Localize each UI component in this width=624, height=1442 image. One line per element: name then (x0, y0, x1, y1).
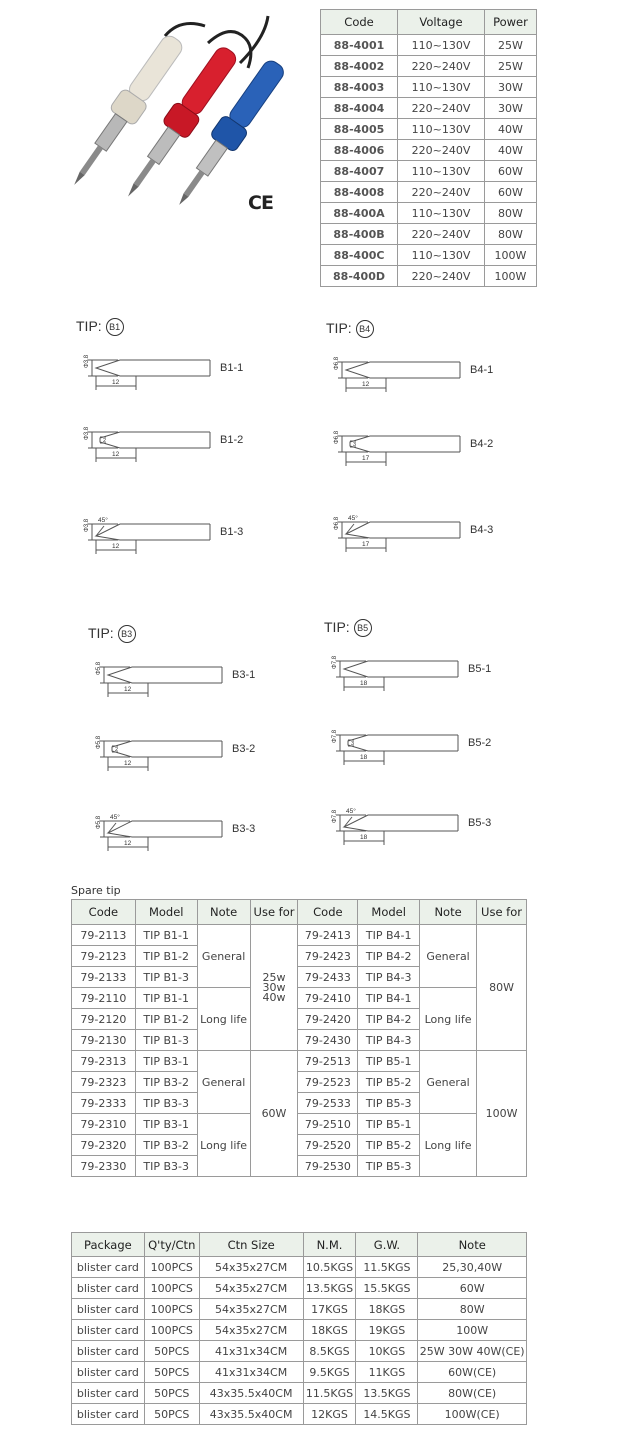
package-qty: 100PCS (144, 1257, 199, 1278)
spare-note: General (420, 1051, 477, 1114)
package-gw: 11KGS (356, 1362, 418, 1383)
tip-length-label: 12 (112, 379, 120, 386)
spare-code: 79-2410 (298, 988, 358, 1009)
tip-diameter-label: Φ6.8 (334, 430, 340, 444)
package-nm: 17KGS (303, 1299, 356, 1320)
spare-model: TIP B3-3 (135, 1156, 197, 1177)
model-code: 88-4003 (321, 77, 398, 98)
tip-diameter-label: Φ5.8 (96, 661, 102, 675)
model-voltage: 220~240V (398, 140, 485, 161)
package-row (72, 1278, 527, 1299)
spare-code: 79-2430 (298, 1030, 358, 1051)
tip-angle-label: 45° (110, 814, 120, 821)
tip-length-label: 12 (362, 381, 370, 388)
spare-model: TIP B1-1 (135, 925, 197, 946)
tip-drawing (82, 811, 232, 871)
model-power: 80W (484, 224, 536, 245)
model-code: 88-4002 (321, 56, 398, 77)
spare-note: General (197, 925, 250, 988)
tip-drawing (320, 352, 470, 412)
tip-diameter-label: Φ5.8 (96, 735, 102, 749)
tip-badge: B3 (118, 625, 136, 643)
spare-model: TIP B5-1 (358, 1051, 420, 1072)
model-code: 88-4004 (321, 98, 398, 119)
spare-header: Model (135, 900, 197, 925)
model-power: 40W (484, 140, 536, 161)
package-nm: 8.5KGS (303, 1341, 356, 1362)
package-qty: 50PCS (144, 1383, 199, 1404)
tip-length-label: 12 (112, 543, 120, 550)
tip-model-label: B1-1 (220, 362, 244, 374)
package-type: blister card (72, 1362, 145, 1383)
spare-model: TIP B4-1 (358, 925, 420, 946)
package-type: blister card (72, 1341, 145, 1362)
package-header: Note (418, 1233, 527, 1257)
tip-length-label: 17 (362, 541, 370, 548)
model-voltage: 220~240V (398, 224, 485, 245)
model-power: 30W (484, 98, 536, 119)
spare-code: 79-2310 (72, 1114, 136, 1135)
model-power: 100W (484, 245, 536, 266)
model-row (321, 266, 537, 287)
package-note: 100W(CE) (418, 1404, 527, 1425)
model-code: 88-4008 (321, 182, 398, 203)
tip-flat-label: 2 (115, 747, 119, 753)
model-power: 25W (484, 35, 536, 56)
spare-use-for: 80W (477, 925, 527, 1051)
package-ctn-size: 54x35x27CM (199, 1320, 303, 1341)
tip-drawing (318, 651, 468, 711)
spare-model: TIP B1-3 (135, 967, 197, 988)
spare-code: 79-2123 (72, 946, 136, 967)
package-header: Package (72, 1233, 145, 1257)
tip-title (324, 619, 372, 637)
spare-model: TIP B3-1 (135, 1051, 197, 1072)
spare-header: Use for (250, 900, 298, 925)
tip-angle-label: 45° (348, 515, 358, 522)
model-power: 25W (484, 56, 536, 77)
package-ctn-size: 54x35x27CM (199, 1299, 303, 1320)
spare-header: Code (72, 900, 136, 925)
tip-drawing (82, 657, 232, 717)
package-qty: 100PCS (144, 1278, 199, 1299)
spare-model: TIP B1-3 (135, 1030, 197, 1051)
tip-model-label: B5-2 (468, 737, 492, 749)
model-voltage: 220~240V (398, 98, 485, 119)
spare-code: 79-2330 (72, 1156, 136, 1177)
tip-angle-label: 45° (98, 517, 108, 524)
spare-model: TIP B4-3 (358, 1030, 420, 1051)
tip-diameter-label: Φ7.8 (332, 655, 338, 669)
package-row (72, 1383, 527, 1404)
package-qty: 50PCS (144, 1404, 199, 1425)
model-row (321, 245, 537, 266)
tip-drawing (70, 514, 220, 574)
tip-length-label: 12 (124, 840, 132, 847)
model-code: 88-4007 (321, 161, 398, 182)
tip-model-label: B4-1 (470, 364, 494, 376)
package-ctn-size: 41x31x34CM (199, 1341, 303, 1362)
spare-code: 79-2320 (72, 1135, 136, 1156)
package-gw: 13.5KGS (356, 1383, 418, 1404)
package-header: Q'ty/Ctn (144, 1233, 199, 1257)
spare-code: 79-2413 (298, 925, 358, 946)
model-voltage: 220~240V (398, 266, 485, 287)
tip-length-label: 17 (362, 455, 370, 462)
tip-title-text: TIP: (76, 318, 102, 334)
package-nm: 18KGS (303, 1320, 356, 1341)
spare-use-for: 60W (250, 1051, 298, 1177)
package-header: N.M. (303, 1233, 356, 1257)
spare-code: 79-2420 (298, 1009, 358, 1030)
model-row (321, 224, 537, 245)
spare-code: 79-2433 (298, 967, 358, 988)
package-qty: 100PCS (144, 1320, 199, 1341)
tip-diameter-label: Φ6.8 (334, 516, 340, 530)
spare-model: TIP B4-3 (358, 967, 420, 988)
spare-note: Long life (197, 1114, 250, 1177)
header-voltage: Voltage (398, 10, 485, 35)
spare-model: TIP B1-2 (135, 946, 197, 967)
tip-drawing (70, 422, 220, 482)
package-type: blister card (72, 1299, 145, 1320)
package-row (72, 1320, 527, 1341)
tip-title (326, 320, 374, 338)
spare-model: TIP B3-3 (135, 1093, 197, 1114)
tip-title-text: TIP: (88, 625, 114, 641)
tip-model-label: B1-3 (220, 526, 244, 538)
package-note: 25,30,40W (418, 1257, 527, 1278)
package-gw: 15.5KGS (356, 1278, 418, 1299)
model-row (321, 203, 537, 224)
spare-row (72, 988, 527, 1009)
tip-model-label: B4-2 (470, 438, 494, 450)
model-row (321, 56, 537, 77)
spare-use-for: 25w 30w 40w (250, 925, 298, 1051)
tip-flat-label: 3 (351, 741, 355, 747)
spare-header: Code (298, 900, 358, 925)
tip-drawing (320, 426, 470, 486)
package-header: G.W. (356, 1233, 418, 1257)
spare-model: TIP B3-1 (135, 1114, 197, 1135)
spare-model: TIP B4-2 (358, 946, 420, 967)
spare-use-for: 100W (477, 1051, 527, 1177)
spare-code: 79-2130 (72, 1030, 136, 1051)
package-qty: 100PCS (144, 1299, 199, 1320)
tip-model-label: B3-1 (232, 669, 256, 681)
spare-code: 79-2513 (298, 1051, 358, 1072)
tip-angle-label: 45° (346, 808, 356, 815)
model-voltage: 110~130V (398, 161, 485, 182)
spare-code: 79-2110 (72, 988, 136, 1009)
package-nm: 12KGS (303, 1404, 356, 1425)
tip-diameter-label: Φ3.8 (84, 426, 90, 440)
model-power: 30W (484, 77, 536, 98)
package-gw: 11.5KGS (356, 1257, 418, 1278)
model-code: 88-4006 (321, 140, 398, 161)
tip-drawing (318, 725, 468, 785)
spare-model: TIP B5-2 (358, 1072, 420, 1093)
package-row (72, 1404, 527, 1425)
model-row (321, 182, 537, 203)
tip-diameter-label: Φ3.8 (84, 518, 90, 532)
model-row (321, 161, 537, 182)
spare-note: Long life (420, 988, 477, 1051)
package-note: 100W (418, 1320, 527, 1341)
model-code: 88-4005 (321, 119, 398, 140)
spare-code: 79-2333 (72, 1093, 136, 1114)
tip-group-b1 (76, 318, 336, 558)
tip-group-b3 (88, 625, 348, 865)
spare-note: Long life (420, 1114, 477, 1177)
model-code: 88-4001 (321, 35, 398, 56)
tip-length-label: 12 (124, 760, 132, 767)
spare-note: General (420, 925, 477, 988)
model-row (321, 77, 537, 98)
model-table (320, 9, 537, 287)
tip-model-label: B5-1 (468, 663, 492, 675)
model-power: 100W (484, 266, 536, 287)
package-nm: 9.5KGS (303, 1362, 356, 1383)
tip-drawing (70, 350, 220, 410)
tip-group-b4 (326, 320, 586, 560)
package-gw: 14.5KGS (356, 1404, 418, 1425)
tip-badge: B5 (354, 619, 372, 637)
tip-title-text: TIP: (326, 320, 352, 336)
header-code: Code (321, 10, 398, 35)
package-gw: 18KGS (356, 1299, 418, 1320)
package-type: blister card (72, 1320, 145, 1341)
model-row (321, 35, 537, 56)
spare-model: TIP B1-1 (135, 988, 197, 1009)
model-power: 60W (484, 182, 536, 203)
tip-badge: B1 (106, 318, 124, 336)
tip-flat-label: 2 (103, 438, 107, 444)
spare-row (72, 925, 527, 946)
tip-diameter-label: Φ5.8 (96, 815, 102, 829)
tip-title (88, 625, 136, 643)
spare-code: 79-2523 (298, 1072, 358, 1093)
spare-header: Note (197, 900, 250, 925)
tip-length-label: 12 (124, 686, 132, 693)
tip-model-label: B4-3 (470, 524, 494, 536)
package-type: blister card (72, 1404, 145, 1425)
tip-group-b5 (324, 619, 584, 859)
tip-length-label: 18 (360, 680, 368, 687)
spare-code: 79-2313 (72, 1051, 136, 1072)
package-ctn-size: 43x35.5x40CM (199, 1383, 303, 1404)
tip-model-label: B1-2 (220, 434, 244, 446)
package-gw: 10KGS (356, 1341, 418, 1362)
package-row (72, 1341, 527, 1362)
spare-code: 79-2510 (298, 1114, 358, 1135)
tip-length-label: 18 (360, 754, 368, 761)
spare-model: TIP B5-3 (358, 1093, 420, 1114)
spare-model: TIP B4-2 (358, 1009, 420, 1030)
package-nm: 10.5KGS (303, 1257, 356, 1278)
package-note: 80W(CE) (418, 1383, 527, 1404)
spare-note: Long life (197, 988, 250, 1051)
tip-title (76, 318, 124, 336)
model-voltage: 110~130V (398, 77, 485, 98)
tip-title-text: TIP: (324, 619, 350, 635)
tip-model-label: B3-3 (232, 823, 256, 835)
spare-header: Model (358, 900, 420, 925)
model-row (321, 119, 537, 140)
spare-code: 79-2120 (72, 1009, 136, 1030)
model-voltage: 110~130V (398, 245, 485, 266)
spare-row (72, 1051, 527, 1072)
model-row (321, 140, 537, 161)
tip-drawing (320, 512, 470, 572)
package-type: blister card (72, 1278, 145, 1299)
spare-row (72, 1114, 527, 1135)
model-code: 88-400A (321, 203, 398, 224)
package-note: 80W (418, 1299, 527, 1320)
package-note: 60W (418, 1278, 527, 1299)
model-voltage: 110~130V (398, 119, 485, 140)
model-voltage: 220~240V (398, 182, 485, 203)
package-note: 60W(CE) (418, 1362, 527, 1383)
package-nm: 11.5KGS (303, 1383, 356, 1404)
package-qty: 50PCS (144, 1362, 199, 1383)
package-nm: 13.5KGS (303, 1278, 356, 1299)
spare-model: TIP B5-3 (358, 1156, 420, 1177)
spare-header: Note (420, 900, 477, 925)
spare-tip-caption: Spare tip (71, 884, 121, 897)
model-code: 88-400C (321, 245, 398, 266)
spare-code: 79-2423 (298, 946, 358, 967)
package-qty: 50PCS (144, 1341, 199, 1362)
tip-badge: B4 (356, 320, 374, 338)
tip-length-label: 12 (112, 451, 120, 458)
spare-header: Use for (477, 900, 527, 925)
package-ctn-size: 41x31x34CM (199, 1362, 303, 1383)
spare-model: TIP B3-2 (135, 1135, 197, 1156)
package-ctn-size: 54x35x27CM (199, 1257, 303, 1278)
package-note: 25W 30W 40W(CE) (418, 1341, 527, 1362)
spare-note: General (197, 1051, 250, 1114)
tip-drawing (318, 805, 468, 865)
tip-flat-label: 3 (353, 442, 357, 448)
model-voltage: 110~130V (398, 203, 485, 224)
spare-model: TIP B3-2 (135, 1072, 197, 1093)
spare-model: TIP B5-1 (358, 1114, 420, 1135)
spare-code: 79-2530 (298, 1156, 358, 1177)
model-power: 60W (484, 161, 536, 182)
package-type: blister card (72, 1257, 145, 1278)
spare-model: TIP B5-2 (358, 1135, 420, 1156)
package-ctn-size: 54x35x27CM (199, 1278, 303, 1299)
package-row (72, 1257, 527, 1278)
package-table (71, 1232, 527, 1425)
package-row (72, 1299, 527, 1320)
package-gw: 19KGS (356, 1320, 418, 1341)
model-power: 40W (484, 119, 536, 140)
spare-model: TIP B4-1 (358, 988, 420, 1009)
spare-code: 79-2520 (298, 1135, 358, 1156)
header-power: Power (484, 10, 536, 35)
model-code: 88-400D (321, 266, 398, 287)
package-type: blister card (72, 1383, 145, 1404)
model-code: 88-400B (321, 224, 398, 245)
tip-diameter-label: Φ7.8 (332, 809, 338, 823)
package-row (72, 1362, 527, 1383)
package-ctn-size: 43x35.5x40CM (199, 1404, 303, 1425)
tip-diameter-label: Φ7.8 (332, 729, 338, 743)
tip-length-label: 18 (360, 834, 368, 841)
model-voltage: 220~240V (398, 56, 485, 77)
spare-model: TIP B1-2 (135, 1009, 197, 1030)
model-voltage: 110~130V (398, 35, 485, 56)
spare-code: 79-2113 (72, 925, 136, 946)
model-row (321, 98, 537, 119)
tip-diameter-label: Φ6.8 (334, 356, 340, 370)
spare-tip-table (71, 899, 527, 1177)
tip-model-label: B5-3 (468, 817, 492, 829)
spare-code: 79-2323 (72, 1072, 136, 1093)
package-header: Ctn Size (199, 1233, 303, 1257)
tip-diameter-label: Φ3.8 (84, 354, 90, 368)
spare-code: 79-2533 (298, 1093, 358, 1114)
tip-drawing (82, 731, 232, 791)
model-power: 80W (484, 203, 536, 224)
ce-mark: CE (248, 192, 273, 214)
spare-code: 79-2133 (72, 967, 136, 988)
tip-model-label: B3-2 (232, 743, 256, 755)
